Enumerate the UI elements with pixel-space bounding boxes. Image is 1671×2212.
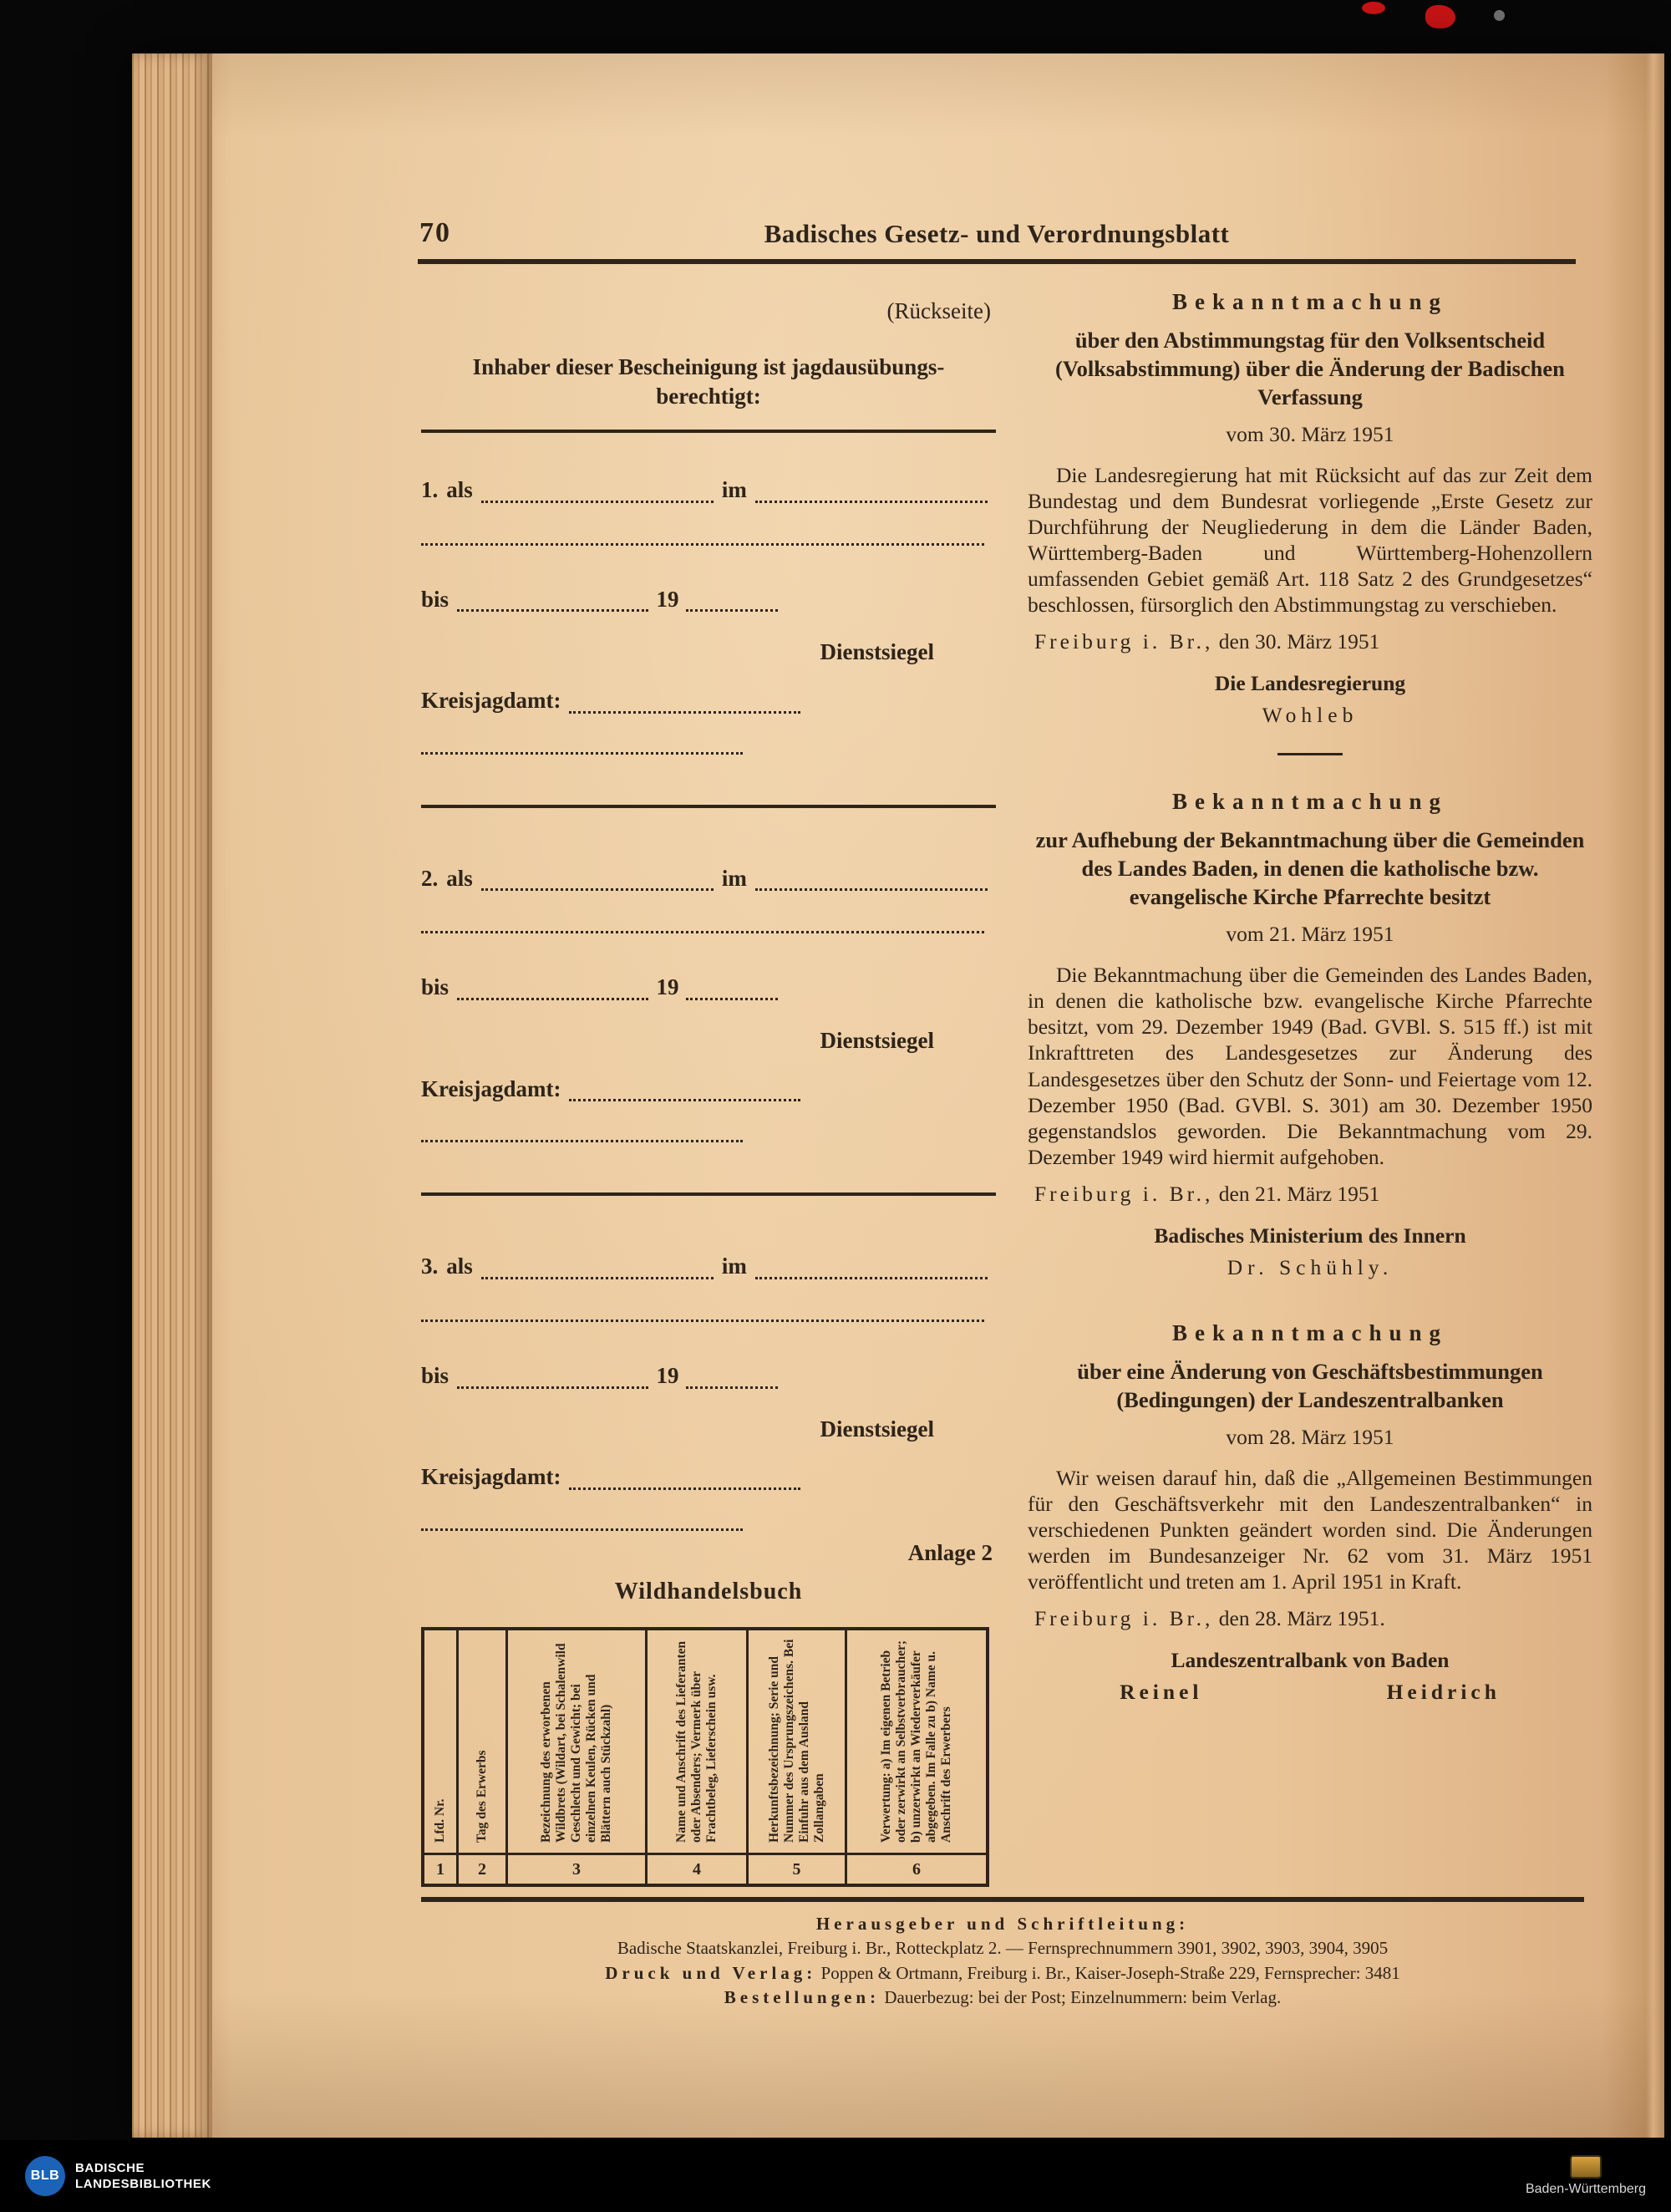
signature-name: Reinel xyxy=(1120,1680,1203,1705)
holder-line2: berechtigt: xyxy=(656,383,761,409)
year-label: 19 xyxy=(656,974,679,1000)
kreisjagdamt-label: Kreisjagdamt: xyxy=(421,1464,561,1490)
blank-field xyxy=(755,493,988,503)
place-date: den 28. März 1951. xyxy=(1218,1606,1385,1631)
dienstsiegel-label: Dienstsiegel xyxy=(820,639,934,665)
blank-field xyxy=(686,990,778,1000)
column-number: 3 xyxy=(507,1854,647,1885)
signature-org: Landeszentralbank von Baden xyxy=(1171,1648,1450,1673)
section-rule xyxy=(421,1192,996,1196)
notice-subtitle: über eine Änderung von Geschäftsbestimmungen (Bedingungen) der Landeszentralbanken xyxy=(1077,1358,1543,1412)
blank-field xyxy=(686,602,778,612)
form-row-kreisjagdamt-3 xyxy=(421,1465,800,1490)
notice-subtitle: zur Aufhebung der Bekanntmachung über die Gemeinden des Landes Baden, in denen die katholische bzw. evangelische Kirche Pfarrechte besitzt xyxy=(1035,827,1585,910)
signature-org: Die Landesregierung xyxy=(1214,671,1406,696)
state-emblem xyxy=(1526,2155,1646,2197)
form-row-als-2 xyxy=(421,867,996,892)
imprint-line2: Badische Staatskanzlei, Freiburg i. Br., Rotteckplatz 2. — Fernsprechnummern 3901, 3902, 3903, 3904, 3905 xyxy=(617,1938,1389,1959)
notice-title: Bekanntmachung xyxy=(1171,1320,1449,1345)
im-label: im xyxy=(721,476,747,502)
right-column xyxy=(1028,269,1592,1705)
section-rule xyxy=(421,430,996,433)
notice-place-line xyxy=(1028,1182,1592,1207)
form-row-kreisjagdamt-1 xyxy=(421,689,800,714)
blank-field xyxy=(569,1091,800,1101)
place-city: Freiburg i. Br., xyxy=(1034,629,1214,654)
dotted-line xyxy=(421,1138,743,1142)
blank-field xyxy=(755,1269,988,1279)
year-label: 19 xyxy=(656,1363,679,1389)
table-header-cell: Tag des Erwerbs xyxy=(458,1629,507,1854)
notice-body: Wir weisen darauf hin, daß die „Allgemeinen Bestimmungen für den Geschäftsverkehr mit den Landeszentralbanken“ in verschiedenen Punkten geändert worden sind. Die Änderungen werden im Bundesanzeiger Nr. 62 vom 31. März 1951 veröffentlicht und treten am 1. April 1951 in Kraft. xyxy=(1028,1465,1592,1594)
year-label: 19 xyxy=(656,586,679,612)
blank-field xyxy=(457,602,648,612)
red-calibration-mark xyxy=(1425,5,1455,28)
signature-name: Heidrich xyxy=(1386,1680,1501,1705)
notice-landeszentralbanken xyxy=(1028,1320,1592,1705)
im-label: im xyxy=(721,865,747,891)
notice-place-line xyxy=(1028,629,1592,654)
imprint-line3 xyxy=(421,1961,1584,1986)
notice-subtitle: über den Abstimmungstag für den Volksentscheid (Volksabstimmung) über die Änderung der Badischen Verfassung xyxy=(1055,328,1565,409)
column-number: 1 xyxy=(423,1854,458,1885)
imprint-line1: Herausgeber und Schriftleitung: xyxy=(815,1914,1190,1934)
dienstsiegel-label: Dienstsiegel xyxy=(820,1028,934,1053)
kreisjagdamt-label: Kreisjagdamt: xyxy=(421,687,561,713)
column-number: 2 xyxy=(458,1854,507,1885)
library-name-line1: BADISCHE xyxy=(75,2160,145,2175)
blank-field xyxy=(481,493,714,503)
form-row-als-3 xyxy=(421,1254,996,1279)
entry-number: 2. xyxy=(421,865,439,891)
bis-label: bis xyxy=(421,974,449,1000)
book-page-edges xyxy=(132,53,212,2138)
blank-field xyxy=(569,704,800,714)
blank-field xyxy=(686,1379,778,1389)
notice-pfarrechte xyxy=(1028,789,1592,1280)
imprint-line4-text: Dauerbezug: bei der Post; Einzelnummern: beim Verlag. xyxy=(884,1987,1282,2008)
table-header-cell: Herkunftsbezeichnung; Serie und Nummer des Ursprungszeichens. Bei Einfuhr aus dem Ausland Zollangaben xyxy=(748,1629,846,1854)
notice-title: Bekanntmachung xyxy=(1171,789,1449,815)
page-number: 70 xyxy=(419,217,451,248)
dotted-line xyxy=(421,1318,984,1322)
form-row-bis-2 xyxy=(421,975,778,1000)
state-label: Baden-Württemberg xyxy=(1525,2182,1646,2196)
journal-title: Badisches Gesetz- und Verordnungsblatt xyxy=(764,219,1230,248)
dienstsiegel-label: Dienstsiegel xyxy=(820,1416,934,1442)
notice-date: vom 21. März 1951 xyxy=(1226,922,1394,947)
anlage-label: Anlage 2 xyxy=(907,1540,993,1566)
wildhandelsbuch-table xyxy=(421,1627,989,1887)
notice-date: vom 30. März 1951 xyxy=(1226,421,1394,446)
table-header-cell: Name und Anschrift des Lieferanten oder Absenders; Vermerk über Frachtbeleg, Lieferschein usw. xyxy=(647,1629,748,1854)
table-header-cell: Bezeichnung des erworbenen Wildbrets (Wildart, bei Schalenwild Geschlecht und Gewicht; bei einzelnen Keulen, Rücken und Blättern auch Stückzahl) xyxy=(507,1629,647,1854)
dotted-line xyxy=(421,1527,743,1531)
place-date: den 30. März 1951 xyxy=(1218,629,1380,654)
blank-field xyxy=(457,990,648,1000)
holder-line1: Inhaber dieser Bescheinigung ist jagdausübungs- xyxy=(472,353,945,379)
entry-number: 3. xyxy=(421,1253,439,1279)
red-calibration-mark xyxy=(1362,2,1385,14)
library-name xyxy=(75,2160,211,2193)
place-city: Freiburg i. Br., xyxy=(1034,1606,1214,1631)
holder-heading xyxy=(421,353,996,411)
page-right-edge-shadow xyxy=(1646,53,1664,2138)
table-header-row xyxy=(423,1629,988,1854)
signature-names xyxy=(1028,1680,1592,1705)
notice-body: Die Landesregierung hat mit Rücksicht auf das zur Zeit dem Bundestag und dem Bundesrat vorliegende „Erste Gesetz zur Durchführung der Neugliederung in dem die Länder Baden, Württemberg-Baden und Württemberg-Hohenzollern umfassenden Gebiet gemäß Art. 118 Satz 2 des Grundgesetzes“ beschlossen, fürsorglich den Abstimmungstag zu verschieben. xyxy=(1028,462,1592,618)
notice-body: Die Bekanntmachung über die Gemeinden des Landes Baden, in denen die katholische bzw. evangelische Kirche Pfarrechte besitzt, vom 29. Dezember 1949 (Bad. GVBl. S. 515 ff.) ist mit Inkrafttreten des Landesgesetzes zur Änderung des Landesgesetzes über den Schutz der Sonn- und Feiertage vom 12. Dezember 1950 (Bad. GVBl. S. 301) am 30. Dezember 1950 gegenstandslos geworden. Die Bekanntmachung vom 29. Dezember 1949 wird hiermit aufgehoben. xyxy=(1028,963,1592,1169)
blb-logo-icon: BLB xyxy=(25,2156,65,2196)
wildhandelsbuch-title: Wildhandelsbuch xyxy=(614,1578,803,1604)
form-row-als-1 xyxy=(421,478,996,503)
als-label: als xyxy=(446,1253,473,1279)
scanned-page xyxy=(132,53,1664,2138)
imprint-line3-label: Druck und Verlag: xyxy=(605,1962,817,1983)
bis-label: bis xyxy=(421,586,449,612)
als-label: als xyxy=(446,865,473,891)
blank-field xyxy=(755,881,988,891)
page-header xyxy=(418,216,1576,254)
gray-calibration-mark xyxy=(1494,10,1505,21)
blank-field xyxy=(569,1480,800,1490)
signature-name: Wohleb xyxy=(1262,703,1359,728)
library-logo xyxy=(25,2156,211,2196)
table-header-cell: Lfd. Nr. xyxy=(423,1629,458,1854)
table-header-cell: Verwertung: a) Im eigenen Betrieb oder zerwirkt an Selbstverbraucher; b) unzerwirkt an Wiederverkäufer abgegeben. Im Falle zu b) Name u. Anschrift des Erwerbers xyxy=(846,1629,988,1854)
imprint-line3-text: Poppen & Ortmann, Freiburg i. Br., Kaiser-Joseph-Straße 229, Fernsprecher: 3481 xyxy=(820,1962,1400,1983)
table-number-row xyxy=(423,1854,988,1885)
blank-field xyxy=(481,1269,714,1279)
form-row-kreisjagdamt-2 xyxy=(421,1077,800,1102)
rueckseite-label: (Rückseite) xyxy=(886,298,991,323)
entry-number: 1. xyxy=(421,476,439,502)
header-rule xyxy=(418,259,1576,264)
form-row-bis-3 xyxy=(421,1364,778,1389)
form-row-bis-1 xyxy=(421,587,778,613)
notice-title: Bekanntmachung xyxy=(1171,289,1449,314)
kreisjagdamt-label: Kreisjagdamt: xyxy=(421,1075,561,1101)
bis-label: bis xyxy=(421,1363,449,1389)
notice-date: vom 28. März 1951 xyxy=(1226,1424,1394,1449)
place-date: den 21. März 1951 xyxy=(1218,1181,1380,1206)
imprint-line4 xyxy=(421,1986,1584,2010)
baden-wuerttemberg-emblem-icon xyxy=(1570,2155,1602,2179)
imprint-line4-label: Bestellungen: xyxy=(724,1987,881,2008)
als-label: als xyxy=(446,476,473,502)
column-number: 6 xyxy=(846,1854,988,1885)
dotted-line xyxy=(421,929,984,933)
signature-name: Dr. Schühly. xyxy=(1227,1254,1394,1279)
notice-volksentscheid xyxy=(1028,289,1592,728)
column-number: 4 xyxy=(647,1854,748,1885)
blank-field xyxy=(457,1379,648,1389)
place-city: Freiburg i. Br., xyxy=(1034,1181,1214,1206)
blank-field xyxy=(481,881,714,891)
imprint-footer xyxy=(421,1897,1584,2011)
library-name-line2: LANDESBIBLIOTHEK xyxy=(75,2177,211,2191)
left-column xyxy=(421,277,996,1887)
signature-org: Badisches Ministerium des Innern xyxy=(1154,1223,1466,1248)
dotted-line xyxy=(421,542,984,546)
viewer-footer xyxy=(0,2140,1671,2212)
notice-place-line xyxy=(1028,1606,1592,1631)
column-number: 5 xyxy=(748,1854,846,1885)
dotted-line xyxy=(421,750,743,755)
im-label: im xyxy=(721,1253,747,1279)
section-divider xyxy=(1277,753,1343,755)
section-rule xyxy=(421,805,996,808)
